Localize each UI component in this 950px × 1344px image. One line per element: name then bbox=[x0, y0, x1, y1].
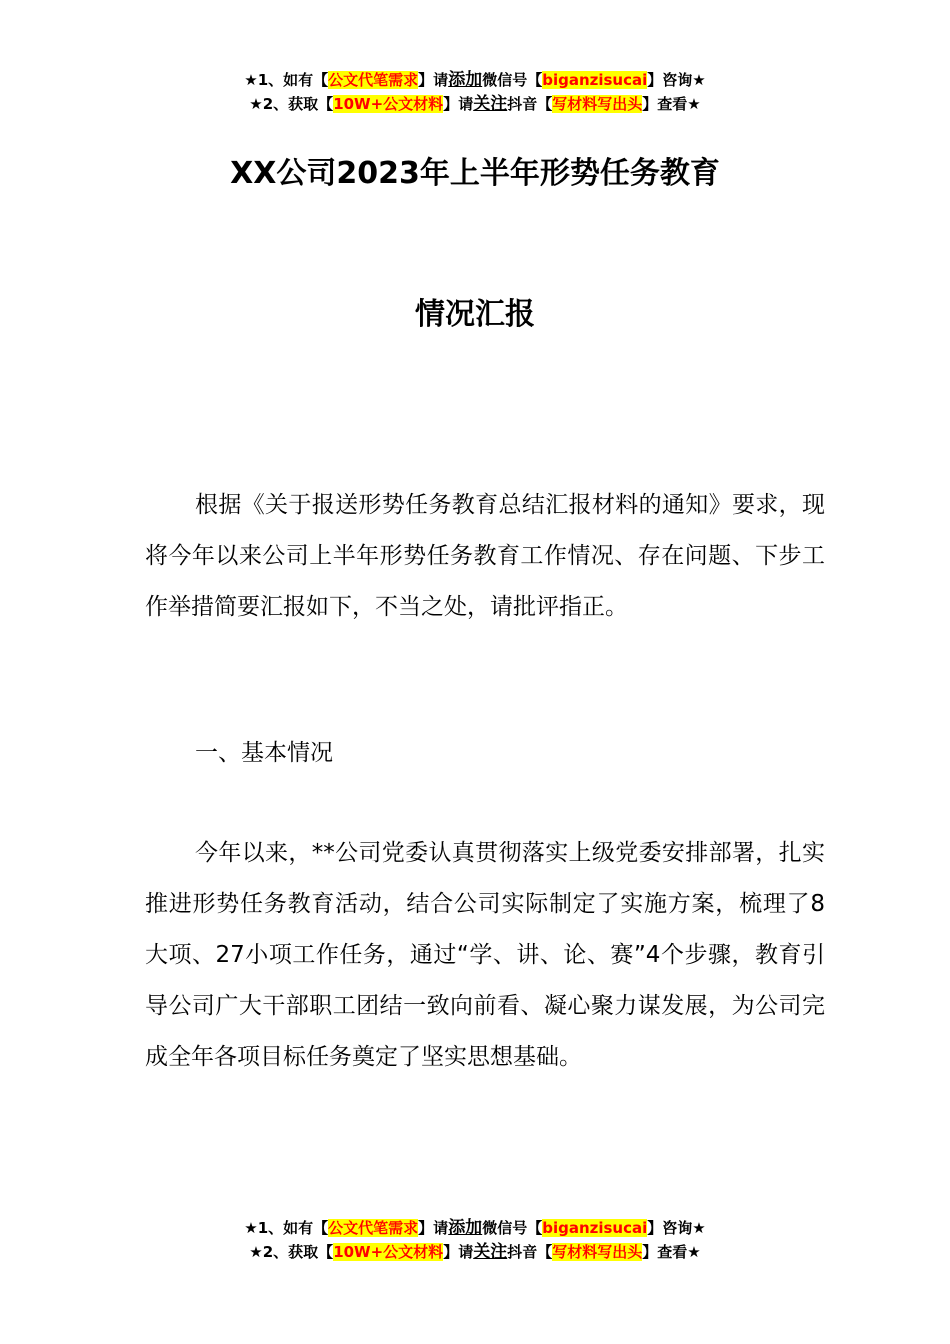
header-banner bbox=[0, 68, 950, 116]
banner-highlight: biganzisucai bbox=[542, 1219, 648, 1237]
banner-highlight: 写材料写出头 bbox=[552, 95, 643, 113]
banner-emphasis: 关注 bbox=[473, 1242, 508, 1262]
banner-text: ★2、获取【 bbox=[249, 95, 334, 113]
footer-banner bbox=[0, 1216, 950, 1264]
intro-paragraph: 根据《关于报送形势任务教育总结汇报材料的通知》要求，现将今年以来公司上半年形势任务教育工作情况、存在问题、下步工作举措简要汇报如下，不当之处，请批评指正。 bbox=[145, 492, 825, 620]
banner-highlight: 写材料写出头 bbox=[552, 1243, 643, 1261]
banner-highlight: 10W+公文材料 bbox=[333, 95, 444, 113]
banner-text: 】请 bbox=[418, 71, 449, 89]
banner-highlight: 10W+公文材料 bbox=[333, 1243, 444, 1261]
banner-text: 微信号【 bbox=[482, 1219, 543, 1237]
banner-text: 】查看★ bbox=[642, 1243, 701, 1261]
banner-line-2 bbox=[0, 1240, 950, 1264]
banner-emphasis: 添加 bbox=[448, 70, 483, 90]
banner-text: 】查看★ bbox=[642, 95, 701, 113]
banner-text: ★1、如有【 bbox=[244, 71, 329, 89]
banner-highlight: 公文代笔需求 bbox=[328, 1219, 419, 1237]
section-heading: 一、基本情况 bbox=[195, 740, 333, 766]
banner-text: ★1、如有【 bbox=[244, 1219, 329, 1237]
banner-line-1 bbox=[0, 1216, 950, 1240]
banner-text: 抖音【 bbox=[507, 95, 553, 113]
banner-text: 】请 bbox=[443, 95, 474, 113]
banner-highlight: biganzisucai bbox=[542, 71, 648, 89]
banner-text: 】请 bbox=[443, 1243, 474, 1261]
banner-emphasis: 添加 bbox=[448, 1218, 483, 1238]
document-title-line-2: 情况汇报 bbox=[415, 297, 535, 332]
banner-text: 】咨询★ bbox=[647, 71, 706, 89]
banner-line-1 bbox=[0, 68, 950, 92]
document-title-line-1: XX公司2023年上半年形势任务教育 bbox=[230, 156, 720, 191]
banner-text: ★2、获取【 bbox=[249, 1243, 334, 1261]
banner-text: 抖音【 bbox=[507, 1243, 553, 1261]
banner-text: 】咨询★ bbox=[647, 1219, 706, 1237]
banner-emphasis: 关注 bbox=[473, 94, 508, 114]
body-paragraph: 今年以来，**公司党委认真贯彻落实上级党委安排部署，扎实推进形势任务教育活动，结合公司实际制定了实施方案，梳理了8大项、27小项工作任务，通过“学、讲、论、赛”4个步骤，教育引导公司广大干部职工团结一致向前看、凝心聚力谋发展，为公司完成全年各项目标任务奠定了坚实思想基础。 bbox=[145, 840, 825, 1070]
banner-text: 微信号【 bbox=[482, 71, 543, 89]
banner-text: 】请 bbox=[418, 1219, 449, 1237]
banner-line-2 bbox=[0, 92, 950, 116]
banner-highlight: 公文代笔需求 bbox=[328, 71, 419, 89]
